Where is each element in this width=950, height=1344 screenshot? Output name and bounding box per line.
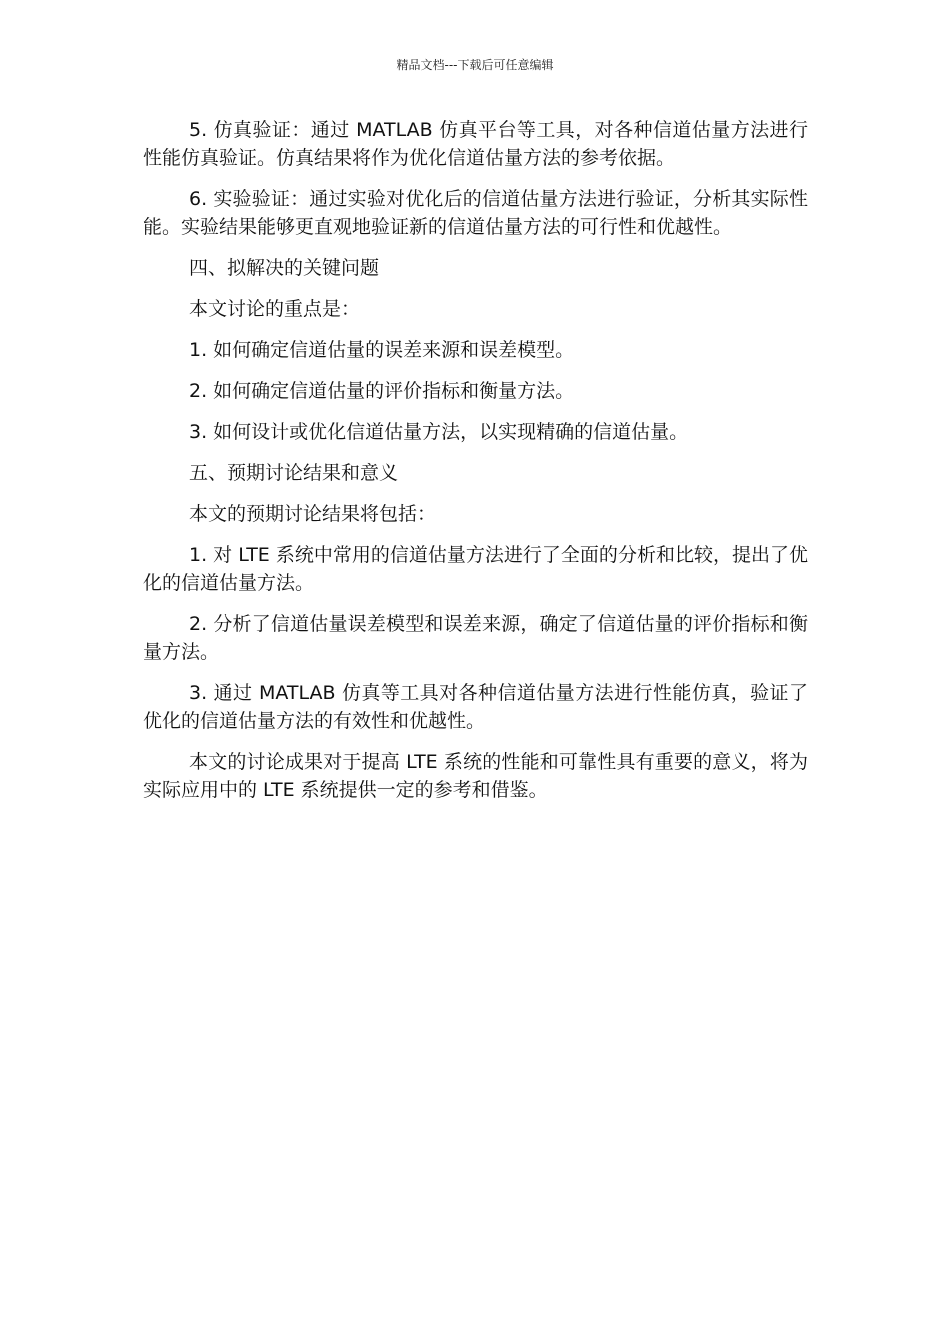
paragraph-results-intro: 本文的预期讨论结果将包括： (189, 503, 437, 525)
list-item-result-3: 3. 通过 MATLAB 仿真等工具对各种信道估量方法进行性能仿真，验证了优化的信道估量方法的有效性和优越性。 (143, 682, 808, 732)
list-item-result-2: 2. 分析了信道估量误差模型和误差来源，确定了信道估量的评价指标和衡量方法。 (143, 613, 808, 663)
paragraph-focus-intro: 本文讨论的重点是： (189, 298, 361, 320)
section-heading-expected-results: 五、预期讨论结果和意义 (189, 462, 399, 484)
paragraph-significance: 本文的讨论成果对于提高 LTE 系统的性能和可靠性具有重要的意义，将为实际应用中的 LTE 系统提供一定的参考和借鉴。 (143, 751, 808, 801)
list-item-result-1: 1. 对 LTE 系统中常用的信道估量方法进行了全面的分析和比较，提出了优化的信道估量方法。 (143, 544, 808, 594)
document-body (143, 116, 808, 817)
paragraph-experiment-verification: 6. 实验验证：通过实验对优化后的信道估量方法进行验证，分析其实际性能。实验结果能够更直观地验证新的信道估量方法的可行性和优越性。 (143, 188, 808, 238)
list-item-problem-2: 2. 如何确定信道估量的评价指标和衡量方法。 (189, 380, 575, 402)
list-item-problem-1: 1. 如何确定信道估量的误差来源和误差模型。 (189, 339, 575, 361)
section-heading-key-problems: 四、拟解决的关键问题 (189, 257, 380, 279)
paragraph-simulation-verification: 5. 仿真验证：通过 MATLAB 仿真平台等工具，对各种信道估量方法进行性能仿真验证。仿真结果将作为优化信道估量方法的参考依据。 (143, 119, 808, 169)
list-item-problem-3: 3. 如何设计或优化信道估量方法，以实现精确的信道估量。 (189, 421, 689, 443)
page-header: 精品文档---下载后可任意编辑 (396, 58, 554, 72)
